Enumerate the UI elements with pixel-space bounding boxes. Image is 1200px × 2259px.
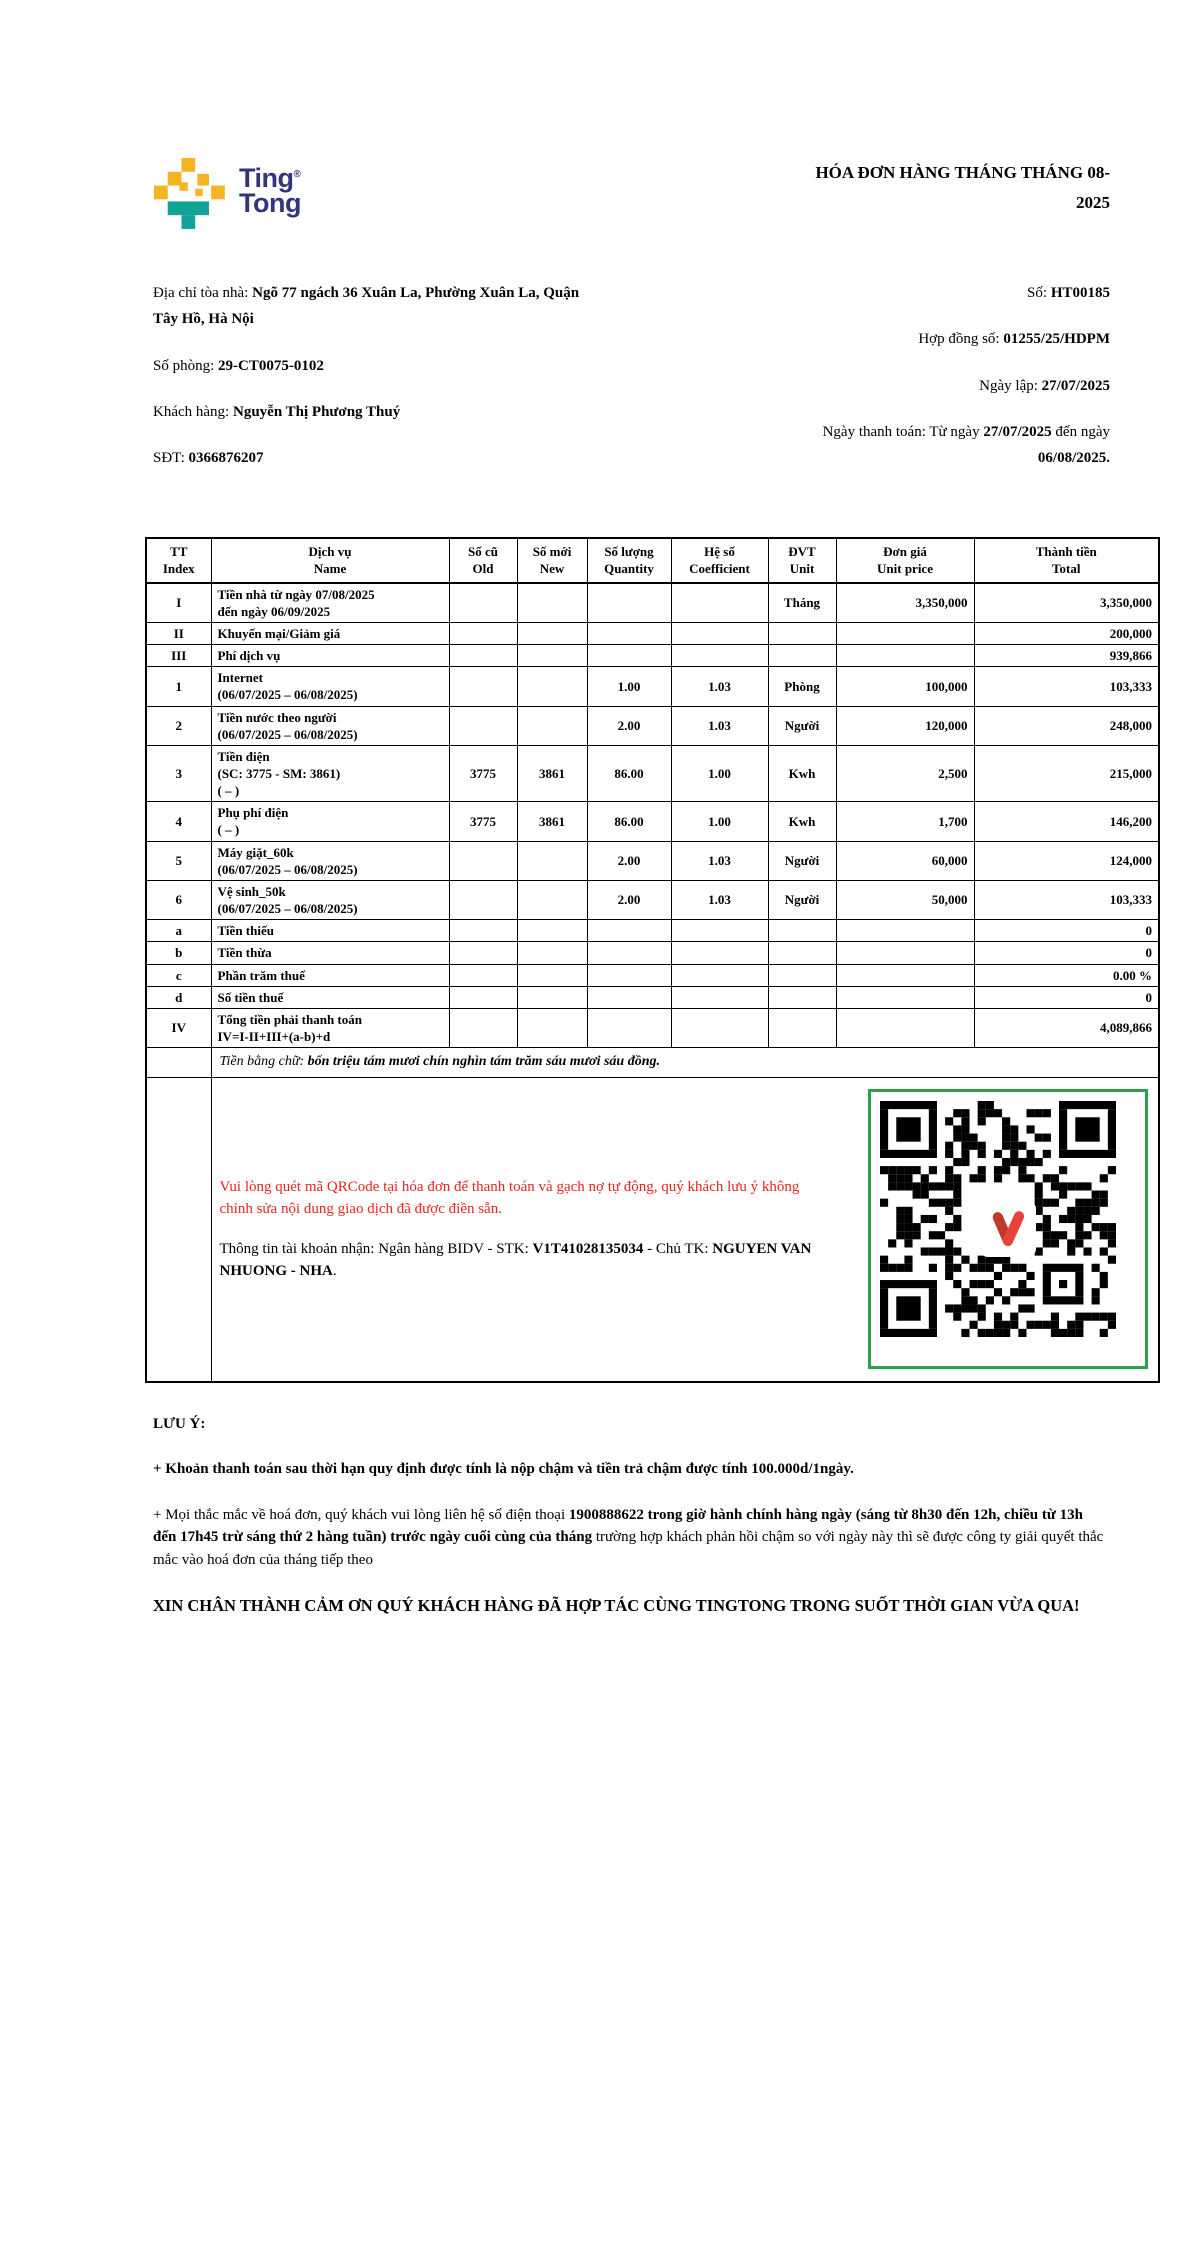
cell-empty	[146, 1048, 211, 1077]
table-row	[146, 986, 1159, 1008]
column-header: Thành tiền Total	[974, 538, 1159, 582]
cell-price	[836, 1008, 974, 1047]
notes-section	[153, 1413, 1110, 1619]
customer-name: Khách hàng: Nguyễn Thị Phương Thuý	[153, 403, 401, 420]
cell-total: 103,333	[974, 880, 1159, 919]
cell-name: Tổng tiền phải thanh toán IV=I-II+III+(a-b)+d	[211, 1008, 449, 1047]
payment-instructions	[220, 1176, 820, 1283]
table-row	[146, 880, 1159, 919]
cell-unit	[768, 942, 836, 964]
cell-tt: 6	[146, 880, 211, 919]
cell-coeff	[671, 583, 768, 623]
cell-unit: Kwh	[768, 802, 836, 841]
cell-name: Số tiền thuế	[211, 986, 449, 1008]
table-row	[146, 667, 1159, 706]
building-address: Địa chỉ tòa nhà: Ngõ 77 ngách 36 Xuân La, Phường Xuân La, Quận Tây Hồ, Hà Nội	[153, 285, 580, 328]
cell-tt: b	[146, 942, 211, 964]
cell-unit: Người	[768, 706, 836, 745]
cell-total: 939,866	[974, 645, 1159, 667]
column-header: ĐVT Unit	[768, 538, 836, 582]
column-header: Dịch vụ Name	[211, 538, 449, 582]
table-header	[146, 538, 1159, 582]
cell-qty	[587, 622, 671, 644]
amount-in-words: Tiền bằng chữ: bốn triệu tám mươi chín nghìn tám trăm sáu mươi sáu đồng.	[211, 1048, 1159, 1077]
cell-coeff	[671, 1008, 768, 1047]
cell-tt: 3	[146, 745, 211, 801]
header	[153, 158, 1110, 230]
cell-coeff: 1.03	[671, 841, 768, 880]
cell-unit	[768, 622, 836, 644]
column-header: TT Index	[146, 538, 211, 582]
payment-period: Ngày thanh toán: Từ ngày 27/07/2025 đến ngày 06/08/2025.	[822, 423, 1110, 466]
table-row	[146, 841, 1159, 880]
cell-name: Phần trăm thuế	[211, 964, 449, 986]
cell-qty: 2.00	[587, 841, 671, 880]
cell-old	[449, 880, 517, 919]
cell-tt: II	[146, 622, 211, 644]
customer-phone: SĐT: 0366876207	[153, 450, 264, 466]
cell-new	[517, 841, 587, 880]
cell-new	[517, 1008, 587, 1047]
column-header: Số cũ Old	[449, 538, 517, 582]
cell-tt: 4	[146, 802, 211, 841]
table-row	[146, 645, 1159, 667]
payment-qr-row	[146, 1077, 1159, 1382]
cell-name: Internet (06/07/2025 – 06/08/2025)	[211, 667, 449, 706]
column-header: Số mới New	[517, 538, 587, 582]
invoice-table	[145, 537, 1160, 1382]
cell-price: 100,000	[836, 667, 974, 706]
cell-new	[517, 583, 587, 623]
cell-qty: 1.00	[587, 667, 671, 706]
cell-total: 0.00 %	[974, 964, 1159, 986]
cell-old	[449, 920, 517, 942]
cell-new	[517, 880, 587, 919]
cell-tt: IV	[146, 1008, 211, 1047]
cell-tt: 5	[146, 841, 211, 880]
cell-unit: Kwh	[768, 745, 836, 801]
table-row	[146, 964, 1159, 986]
cell-old	[449, 706, 517, 745]
cell-coeff: 1.03	[671, 880, 768, 919]
table-row	[146, 942, 1159, 964]
cell-old	[449, 622, 517, 644]
table-row	[146, 745, 1159, 801]
column-header: Đơn giá Unit price	[836, 538, 974, 582]
cell-qty: 2.00	[587, 706, 671, 745]
cell-total: 200,000	[974, 622, 1159, 644]
cell-unit	[768, 645, 836, 667]
invoice-title: HÓA ĐƠN HÀNG THÁNG THÁNG 08- 2025	[815, 163, 1110, 212]
cell-total: 248,000	[974, 706, 1159, 745]
cell-qty	[587, 583, 671, 623]
cell-new	[517, 645, 587, 667]
issue-date: Ngày lập: 27/07/2025	[979, 377, 1110, 394]
cell-old	[449, 942, 517, 964]
cell-qty	[587, 964, 671, 986]
cell-coeff	[671, 942, 768, 964]
cell-total: 215,000	[974, 745, 1159, 801]
cell-total: 124,000	[974, 841, 1159, 880]
note-contact: + Mọi thắc mắc về hoá đơn, quý khách vui lòng liên hệ số điện thoại 1900888622 trong giờ hành chính hàng ngày (sáng từ 8h30 đến 12h, chiều từ 13h đến 17h45 trừ sáng thứ 2 hàng tuần) trước ngày cuối cùng của tháng trường hợp khách phản hồi chậm so với ngày này thì sẽ được công ty giải quyết thắc mắc vào hoá đơn của tháng tiếp theo	[153, 1506, 1104, 1568]
cell-new: 3861	[517, 802, 587, 841]
cell-coeff	[671, 964, 768, 986]
cell-coeff	[671, 920, 768, 942]
cell-price: 1,700	[836, 802, 974, 841]
table-row	[146, 1008, 1159, 1047]
cell-qty: 86.00	[587, 745, 671, 801]
cell-unit: Phòng	[768, 667, 836, 706]
table-row	[146, 802, 1159, 841]
cell-tt: III	[146, 645, 211, 667]
cell-old: 3775	[449, 745, 517, 801]
cell-total: 3,350,000	[974, 583, 1159, 623]
cell-unit	[768, 920, 836, 942]
cell-old	[449, 964, 517, 986]
cell-total: 0	[974, 986, 1159, 1008]
cell-total: 4,089,866	[974, 1008, 1159, 1047]
cell-old	[449, 645, 517, 667]
cell-price: 50,000	[836, 880, 974, 919]
column-header: Hệ số Coefficient	[671, 538, 768, 582]
cell-tt: a	[146, 920, 211, 942]
registered-mark: ®	[293, 169, 301, 180]
cell-price	[836, 986, 974, 1008]
invoice-meta	[597, 280, 1110, 491]
cell-price	[836, 942, 974, 964]
cell-coeff: 1.00	[671, 745, 768, 801]
cell-unit	[768, 964, 836, 986]
cell-old	[449, 583, 517, 623]
tingtong-pixel-arrow-icon	[153, 158, 229, 230]
cell-name: Vệ sinh_50k (06/07/2025 – 06/08/2025)	[211, 880, 449, 919]
cell-qty	[587, 1008, 671, 1047]
cell-coeff	[671, 986, 768, 1008]
cell-name: Máy giặt_60k (06/07/2025 – 06/08/2025)	[211, 841, 449, 880]
cell-tt: d	[146, 986, 211, 1008]
cell-coeff: 1.03	[671, 706, 768, 745]
cell-empty	[146, 1077, 211, 1382]
cell-price: 60,000	[836, 841, 974, 880]
cell-qty: 86.00	[587, 802, 671, 841]
cell-price	[836, 622, 974, 644]
cell-price	[836, 645, 974, 667]
cell-name: Tiền thiếu	[211, 920, 449, 942]
cell-name: Khuyến mại/Giảm giá	[211, 622, 449, 644]
account-info-text: Thông tin tài khoản nhận: Ngân hàng BIDV - STK: V1T41028135034 - Chủ TK: NGUYEN VAN NHUONG - NHA.	[219, 1240, 812, 1280]
cell-price	[836, 920, 974, 942]
cell-tt: c	[146, 964, 211, 986]
contract-number: Hợp đồng số: 01255/25/HDPM	[918, 331, 1110, 348]
cell-name: Phụ phí điện ( – )	[211, 802, 449, 841]
cell-price: 2,500	[836, 745, 974, 801]
brand-logo	[153, 158, 301, 230]
qr-instruction-text: Vui lòng quét mã QRCode tại hóa đơn để thanh toán và gạch nợ tự động, quý khách lưu ý không chỉnh sửa nội dung giao dịch đã được điền sẵn.	[219, 1178, 800, 1218]
table-row	[146, 920, 1159, 942]
cell-tt: 2	[146, 706, 211, 745]
cell-total: 0	[974, 920, 1159, 942]
table-row	[146, 706, 1159, 745]
cell-qty	[587, 920, 671, 942]
cell-qty	[587, 942, 671, 964]
cell-unit: Người	[768, 841, 836, 880]
amount-in-words-row	[146, 1048, 1159, 1077]
cell-unit	[768, 986, 836, 1008]
cell-name: Tiền điện (SC: 3775 - SM: 3861) ( – )	[211, 745, 449, 801]
cell-total: 103,333	[974, 667, 1159, 706]
cell-old	[449, 841, 517, 880]
notes-heading: LƯU Ý:	[153, 1415, 206, 1432]
cell-total: 146,200	[974, 802, 1159, 841]
cell-new	[517, 986, 587, 1008]
cell-new	[517, 964, 587, 986]
invoice-info	[153, 280, 1110, 491]
cell-qty	[587, 645, 671, 667]
cell-coeff: 1.03	[671, 667, 768, 706]
cell-name: Tiền thừa	[211, 942, 449, 964]
cell-coeff	[671, 622, 768, 644]
cell-unit	[768, 1008, 836, 1047]
brand-wordmark: Ting® Tong	[239, 163, 301, 219]
cell-name: Tiền nhà từ ngày 07/08/2025 đến ngày 06/09/2025	[211, 583, 449, 623]
cell-total: 0	[974, 942, 1159, 964]
cell-new	[517, 920, 587, 942]
qr-center-v-icon	[980, 1201, 1036, 1257]
note-late-payment: + Khoản thanh toán sau thời hạn quy định được tính là nộp chậm và tiền trả chậm được tính 100.000d/1ngày.	[153, 1461, 854, 1478]
cell-qty	[587, 986, 671, 1008]
cell-coeff: 1.00	[671, 802, 768, 841]
cell-old	[449, 667, 517, 706]
table-row	[146, 622, 1159, 644]
cell-old	[449, 1008, 517, 1047]
cell-tt: 1	[146, 667, 211, 706]
cell-name: Phí dịch vụ	[211, 645, 449, 667]
cell-new	[517, 667, 587, 706]
cell-unit: Người	[768, 880, 836, 919]
cell-price: 120,000	[836, 706, 974, 745]
cell-qty: 2.00	[587, 880, 671, 919]
table-row	[146, 583, 1159, 623]
cell-new: 3861	[517, 745, 587, 801]
cell-old	[449, 986, 517, 1008]
room-number: Số phòng: 29-CT0075-0102	[153, 357, 324, 374]
qr-code	[868, 1089, 1148, 1369]
cell-new	[517, 622, 587, 644]
cell-coeff	[671, 645, 768, 667]
cell-price	[836, 964, 974, 986]
cell-name: Tiền nước theo người (06/07/2025 – 06/08/2025)	[211, 706, 449, 745]
cell-new	[517, 706, 587, 745]
cell-price: 3,350,000	[836, 583, 974, 623]
customer-info	[153, 280, 597, 491]
column-header: Số lượng Quantity	[587, 538, 671, 582]
invoice-number: Số: HT00185	[1027, 285, 1110, 301]
cell-new	[517, 942, 587, 964]
cell-unit: Tháng	[768, 583, 836, 623]
cell-old: 3775	[449, 802, 517, 841]
cell-tt: I	[146, 583, 211, 623]
closing-thanks: XIN CHÂN THÀNH CẢM ƠN QUÝ KHÁCH HÀNG ĐÃ HỢP TÁC CÙNG TINGTONG TRONG SUỐT THỜI GIAN VỪA QUA!	[153, 1596, 1080, 1616]
